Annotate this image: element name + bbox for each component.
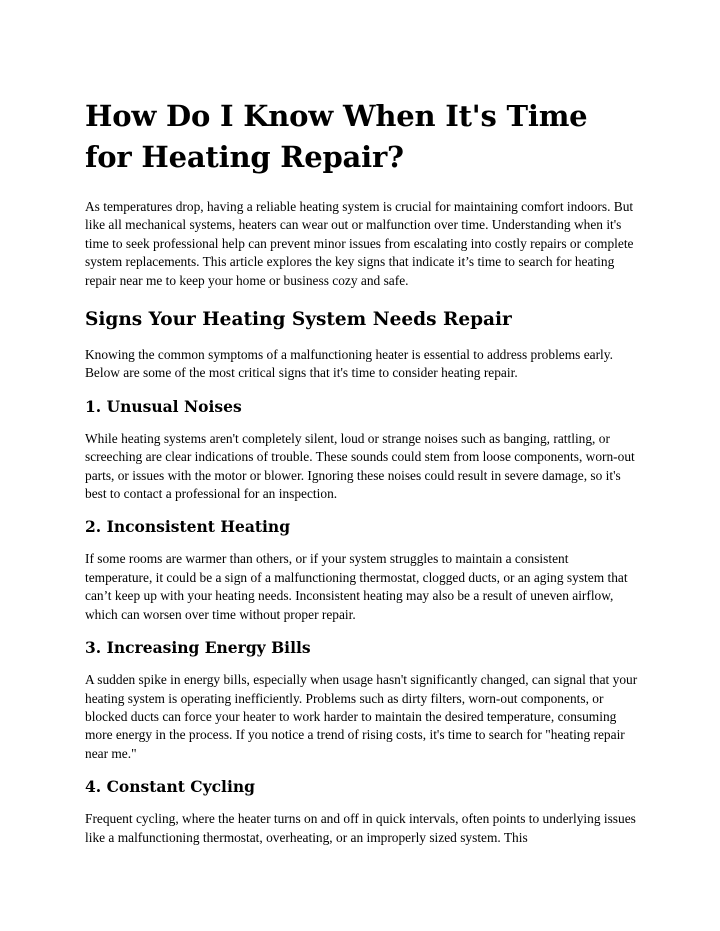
- document-page: [85, 96, 638, 847]
- sign-heading-unusual-noises: 1. Unusual Noises: [85, 396, 242, 416]
- intro-paragraph: As temperatures drop, having a reliable heating system is crucial for maintaining comfort indoors. But like all mechanical systems, heaters can wear out or malfunction over time. Understanding when it's time to seek professional help can prevent minor issues from escalating into costly repairs or complete system replacements. This article explores the key signs that indicate it’s time to search for heating repair near me to keep your home or business cozy and safe.: [85, 199, 634, 288]
- sign-heading-constant-cycling: 4. Constant Cycling: [85, 777, 255, 797]
- sign-body-energy-bills: A sudden spike in energy bills, especially when usage hasn't significantly changed, can signal that your heating system is operating inefficiently. Problems such as dirty filters, worn-out components, or blocked ducts can force your heater to work harder to maintain the desired temperature, consuming more energy in the process. If you notice a trend of rising costs, it's time to search for "heating repair near me.": [85, 672, 638, 761]
- sign-heading-energy-bills: 3. Increasing Energy Bills: [85, 638, 311, 658]
- sign-body-constant-cycling: Frequent cycling, where the heater turns on and off in quick intervals, often points to underlying issues like a malfunctioning thermostat, overheating, or an improperly sized system. This: [85, 811, 636, 845]
- sign-body-inconsistent-heating: If some rooms are warmer than others, or if your system struggles to maintain a consistent temperature, it could be a sign of a malfunctioning thermostat, clogged ducts, or an aging system that can’t keep up with your heating needs. Inconsistent heating may also be a result of uneven airflow, which can worsen over time without proper repair.: [85, 551, 628, 622]
- section-heading: Signs Your Heating System Needs Repair: [85, 309, 512, 331]
- sign-body-unusual-noises: While heating systems aren't completely silent, loud or strange noises such as banging, rattling, or screeching are clear indications of trouble. These sounds could stem from loose components, worn-out parts, or issues with the motor or blower. Ignoring these noises could result in severe damage, so it's best to contact a professional for an inspection.: [85, 430, 635, 502]
- sign-heading-inconsistent-heating: 2. Inconsistent Heating: [85, 517, 291, 537]
- page-title: How Do I Know When It's Time for Heating Repair?: [85, 99, 588, 174]
- section-intro-paragraph: Knowing the common symptoms of a malfunctioning heater is essential to address problems early. Below are some of the most critical signs that it's time to consider heating repair.: [85, 347, 613, 381]
